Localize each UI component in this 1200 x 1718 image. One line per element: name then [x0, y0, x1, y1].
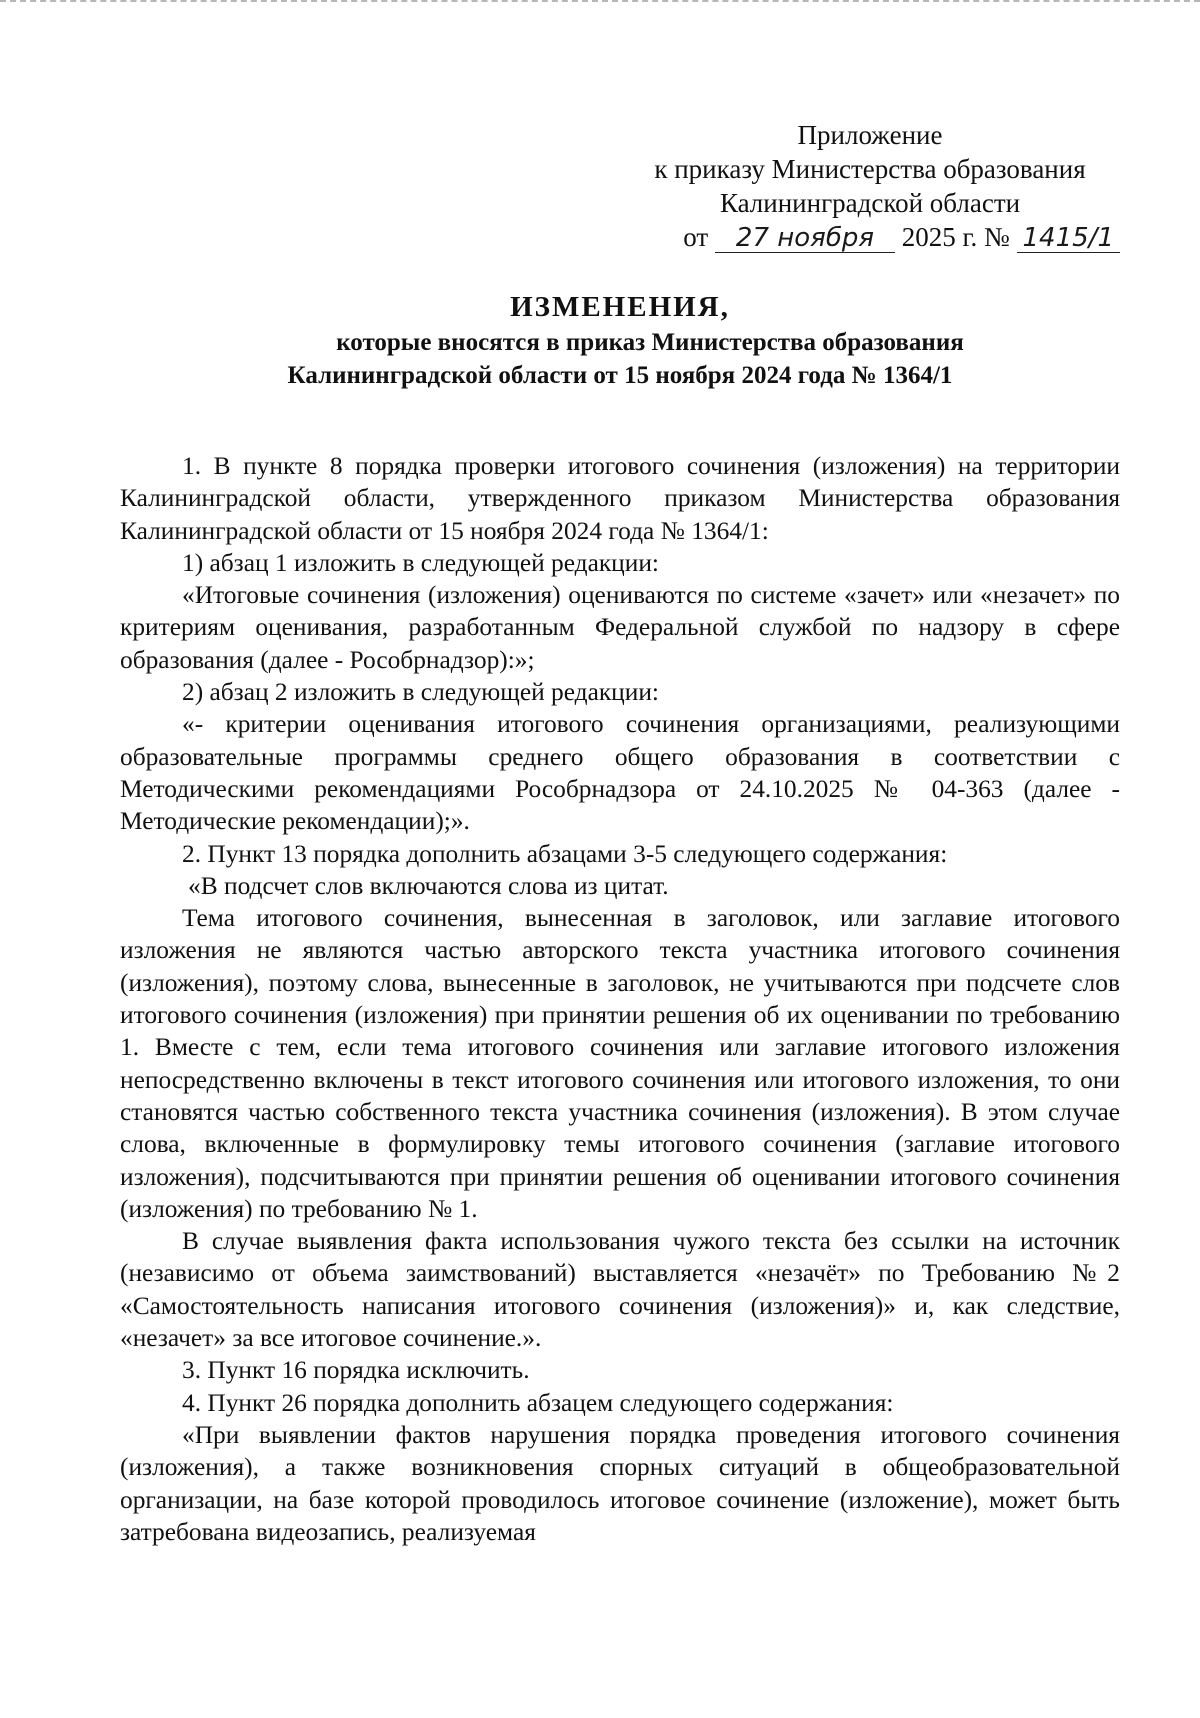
paragraph-7: «В подсчет слов включаются слова из цитат. [188, 871, 669, 900]
appendix-block [600, 118, 1140, 254]
appendix-date-number [600, 220, 1140, 254]
appendix-title: Приложение [797, 120, 943, 150]
paragraph-3: «Итоговые сочинения (изложения) оцениваются по системе «зачет» или «незачет» по критериям оценивания, разработанным Федеральной службой по надзору в сфере образования (далее - Рособрнадзор):»; [120, 581, 1120, 674]
appendix-region: Калининградской области [719, 188, 1021, 218]
scan-top-edge [0, 0, 1200, 2]
paragraph-2: 1) абзац 1 изложить в следующей редакции: [182, 548, 659, 577]
date-prefix: от [683, 222, 709, 252]
paragraph-1: 1. В пункте 8 порядка проверки итогового сочинения (изложения) на территории Калининградской области, утвержденного приказом Министерства образования Калининградской области от 15 ноября 2024 года № 1364/1: [120, 452, 1120, 545]
paragraph-12: «При выявлении фактов нарушения порядка проведения итогового сочинения (изложения), а также возникновения спорных ситуаций в общеобразовательной организации, на базе которой проводилось итоговое сочинение (изложение), может быть затребована видеозапись, реализуемая [120, 1420, 1120, 1546]
heading-subtitle-line-1: которые вносятся в приказ Министерства образования [336, 329, 964, 356]
paragraph-4: 2) абзац 2 изложить в следующей редакции: [182, 678, 659, 707]
heading-title: ИЗМЕНЕНИЯ, [510, 291, 730, 323]
paragraph-9: В случае выявления факта использования чужого текста без ссылки на источник (независимо от объема заимствований) выставляется «незачёт» по Требованию №2 «Самостоятельность написания итогового сочинения (изложения)» и, как следствие, «незачет» за все итоговое сочинение.». [120, 1227, 1120, 1353]
paragraph-5: «- критерии оценивания итогового сочинения организациями, реализующими образовательные программы среднего общего образования в соответствии с Методическими рекомендациями Рособрнадзора от 24.10.2025 № 04-363 (далее - Методические рекомендации);». [120, 710, 1120, 836]
paragraph-11: 4. Пункт 26 порядка дополнить абзацем следующего содержания: [182, 1388, 894, 1417]
paragraph-8: Тема итогового сочинения, вынесенная в заголовок, или заглавие итогового изложения не являются частью авторского текста участника итогового сочинения (изложения), поэтому слова, вынесенные в заголовок, не учитываются при подсчете слов итогового сочинения (изложения) при принятии решения об их оценивании по требованию 1. Вместе с тем, если тема итогового сочинения или заглавие итогового изложения непосредственно включены в текст итогового сочинения или итогового изложения, то они становятся частью собственного текста участника сочинения (изложения). В этом случае слова, включенные в формулировку темы итогового сочинения (заглавие итогового изложения), подсчитываются при принятии решения об оценивании итогового сочинения (изложения) по требованию № 1. [120, 904, 1120, 1223]
appendix-order-ref: к приказу Министерства образования [654, 154, 1086, 184]
handwritten-date: 27 ноября [715, 224, 895, 253]
heading-subtitle-line-2: Калининградской области от 15 ноября 2024 года № 1364/1 [287, 362, 953, 389]
year-label: 2025 г. № [901, 222, 1010, 252]
handwritten-order-number: 1415/1 [1017, 224, 1120, 253]
paragraph-10: 3. Пункт 16 порядка исключить. [182, 1356, 530, 1385]
document-heading [120, 288, 1120, 392]
paragraph-6: 2. Пункт 13 порядка дополнить абзацами 3-5 следующего содержания: [182, 839, 948, 868]
document-body [120, 450, 1120, 1548]
